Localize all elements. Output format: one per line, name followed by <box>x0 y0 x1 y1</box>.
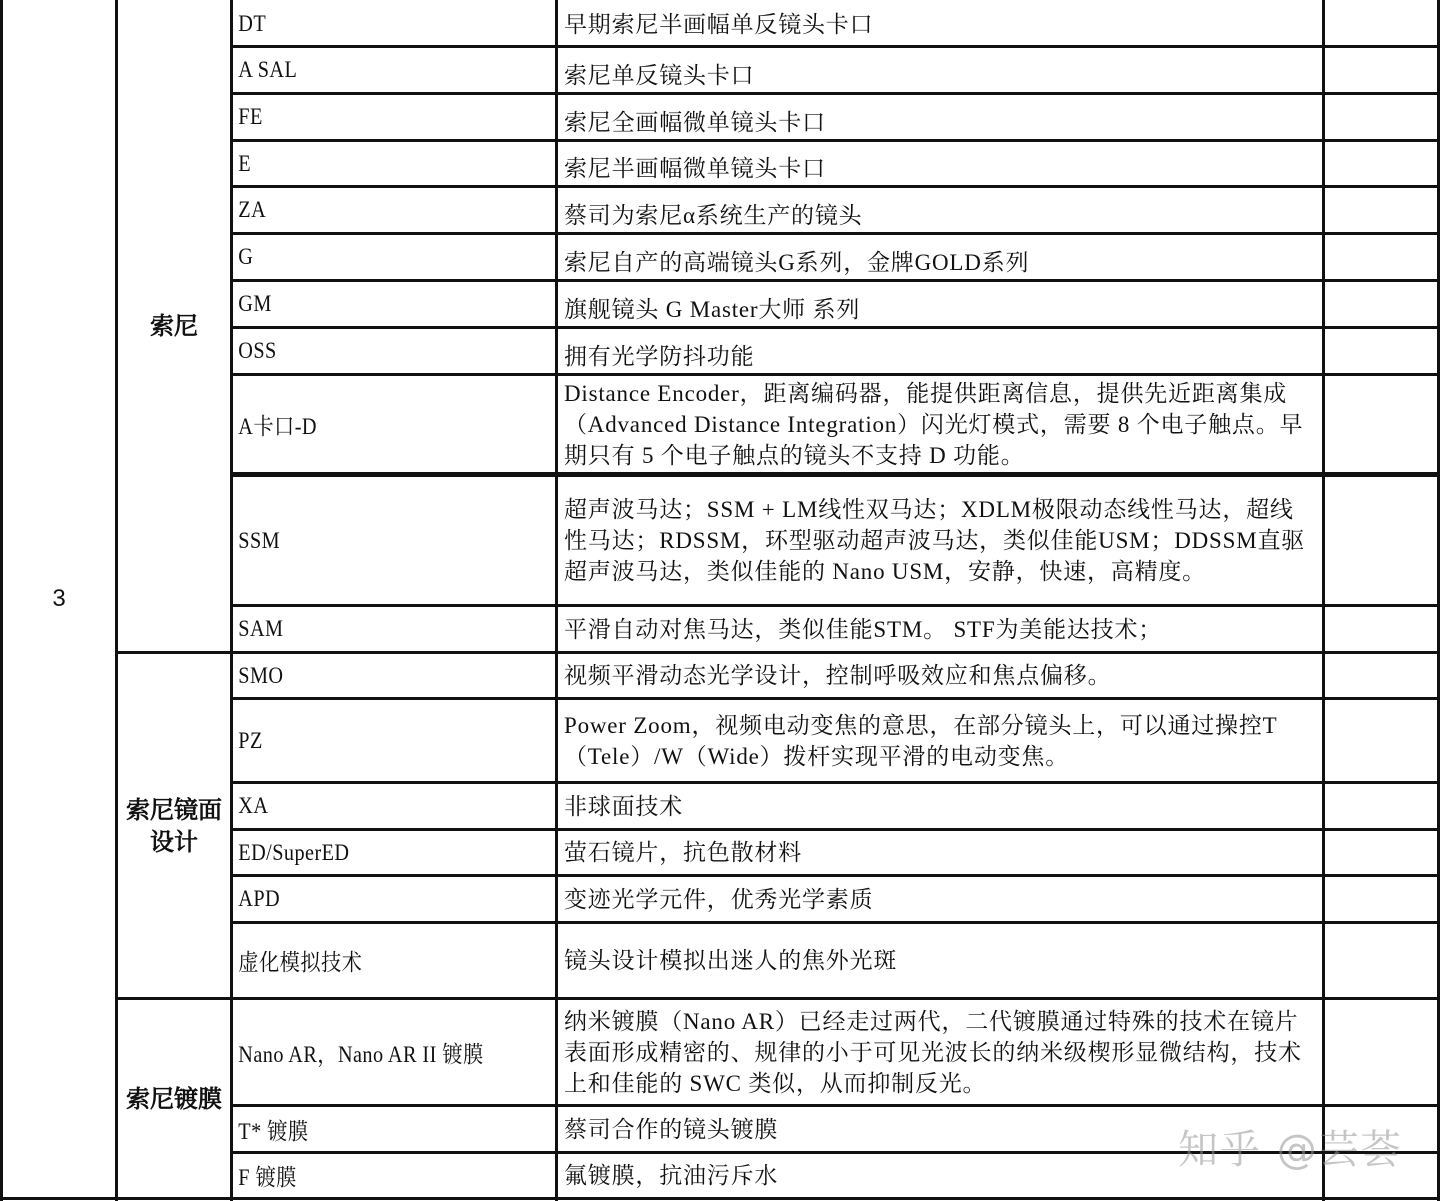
desc-text: Power Zoom，视频电动变焦的意思，在部分镜头上，可以通过操控T（Tele）/W（Wide）拨杆实现平滑的电动变焦。 <box>564 712 1278 769</box>
term-text: ZA <box>238 197 267 222</box>
term-text: A SAL <box>238 57 298 82</box>
desc-cell <box>558 188 1322 232</box>
desc-cell <box>558 654 1322 697</box>
term-cell <box>233 654 516 697</box>
term-text: DT <box>238 11 267 36</box>
term-cell <box>233 831 516 874</box>
term-cell <box>233 3 516 45</box>
term-text: T* 镀膜 <box>238 1118 309 1144</box>
desc-cell <box>558 142 1322 185</box>
term-text: SMO <box>238 662 284 688</box>
group-label-line: 索尼镜面 <box>126 795 222 824</box>
desc-cell <box>558 607 1322 651</box>
term-text: A卡口-D <box>238 413 317 439</box>
desc-cell <box>558 784 1322 828</box>
term-cell <box>233 877 516 921</box>
desc-text: 纳米镀膜（Nano AR）已经走过两代，二代镀膜通过特殊的技术在镜片表面形成精密的、规律的小于可见光波长的纳米级楔形显微结构，技术上和佳能的 SWC 类似，从而抑制反光。 <box>564 1008 1302 1096</box>
term-cell <box>233 1154 516 1197</box>
term-text: Nano AR，Nano AR II 镀膜 <box>238 1041 484 1067</box>
desc-cell <box>558 831 1322 874</box>
group-cell-sony-optical-design <box>118 654 230 997</box>
term-cell <box>233 700 516 781</box>
group-cell-sony-coating <box>118 1000 230 1197</box>
group-label-line: 设计 <box>150 827 198 856</box>
term-cell <box>233 607 516 651</box>
desc-text: 镜头设计模拟出迷人的焦外光斑 <box>564 948 898 973</box>
term-cell <box>233 477 516 604</box>
term-cell <box>233 48 516 92</box>
desc-text: 萤石镜片，抗色散材料 <box>564 840 802 865</box>
term-cell <box>233 95 516 139</box>
term-text: ED/SuperED <box>238 839 350 865</box>
row-border-bottom <box>0 1197 1440 1200</box>
desc-text: 蔡司为索尼α系统生产的镜头 <box>564 202 863 228</box>
term-cell <box>233 924 516 997</box>
desc-cell <box>558 1000 1322 1104</box>
desc-text: 氟镀膜，抗油污斥水 <box>564 1163 779 1188</box>
zhihu-watermark: 知乎 @芸荟 <box>1178 1127 1403 1173</box>
index-number-cell <box>3 0 115 1197</box>
desc-cell <box>558 700 1322 781</box>
desc-text: 非球面技术 <box>564 793 683 819</box>
desc-text: 平滑自动对焦马达，类似佳能STM。 STF为美能达技术； <box>564 616 1163 642</box>
group-label: 索尼镀膜 <box>126 1084 222 1113</box>
desc-text: 拥有光学防抖功能 <box>564 343 755 369</box>
term-text: G <box>238 244 254 269</box>
term-text: GM <box>238 291 272 316</box>
term-text: APD <box>238 886 281 911</box>
term-cell <box>233 188 516 232</box>
desc-cell <box>558 282 1322 326</box>
term-text: F 镀膜 <box>238 1165 297 1190</box>
term-text: SAM <box>238 616 284 641</box>
desc-text: 蔡司合作的镜头镀膜 <box>564 1116 779 1142</box>
desc-text: 超声波马达；SSM + LM线性双马达；XDLM极限动态线性马达，超线性马达；RDSSM，环型驱动超声波马达，类似佳能USM；DDSSM直驱超声波马达，类似佳能的 Nano USM，安静，快速，高精度。 <box>564 497 1306 584</box>
term-text: OSS <box>238 338 277 363</box>
desc-text: 索尼自产的高端镜头G系列，金牌GOLD系列 <box>564 249 1030 275</box>
term-cell <box>233 142 516 185</box>
term-cell <box>233 376 516 472</box>
term-text: E <box>238 150 252 176</box>
desc-cell <box>558 1154 1322 1197</box>
desc-cell <box>558 376 1322 472</box>
term-cell <box>233 1000 516 1104</box>
desc-cell <box>558 3 1322 45</box>
term-cell <box>233 1107 516 1151</box>
term-text: SSM <box>238 527 281 553</box>
desc-text: 变迹光学元件，优秀光学素质 <box>564 886 874 912</box>
desc-text: 索尼单反镜头卡口 <box>564 62 755 88</box>
desc-text: 早期索尼半画幅单反镜头卡口 <box>564 12 874 37</box>
term-cell <box>233 235 516 279</box>
desc-text: 索尼全画幅微单镜头卡口 <box>564 109 826 135</box>
desc-cell <box>558 329 1322 373</box>
term-text: FE <box>238 104 263 129</box>
desc-cell <box>558 477 1322 604</box>
border-col4 <box>1322 0 1325 1201</box>
term-text: PZ <box>238 727 263 753</box>
group-label: 索尼 <box>150 311 198 340</box>
desc-text: 索尼半画幅微单镜头卡口 <box>564 156 826 181</box>
desc-cell <box>558 924 1322 997</box>
desc-text: Distance Encoder，距离编码器，能提供距离信息，提供先近距离集成（Advanced Distance Integration）闪光灯模式，需要 8 个电子触点。早期只有 5 个电子触点的镜头不支持 D 功能。 <box>564 380 1304 468</box>
desc-cell <box>558 48 1322 92</box>
desc-text: 旗舰镜头 G Master大师 系列 <box>564 296 861 322</box>
term-cell <box>233 329 516 373</box>
group-cell-sony <box>118 0 230 651</box>
desc-cell <box>558 235 1322 279</box>
desc-cell <box>558 877 1322 921</box>
desc-cell <box>558 95 1322 139</box>
desc-cell <box>558 1107 1322 1151</box>
desc-text: 视频平滑动态光学设计，控制呼吸效应和焦点偏移。 <box>564 663 1112 688</box>
term-cell <box>233 784 516 828</box>
term-text: XA <box>238 793 269 818</box>
index-number: 3 <box>52 584 66 612</box>
term-cell <box>233 282 516 326</box>
term-text: 虚化模拟技术 <box>238 950 363 975</box>
